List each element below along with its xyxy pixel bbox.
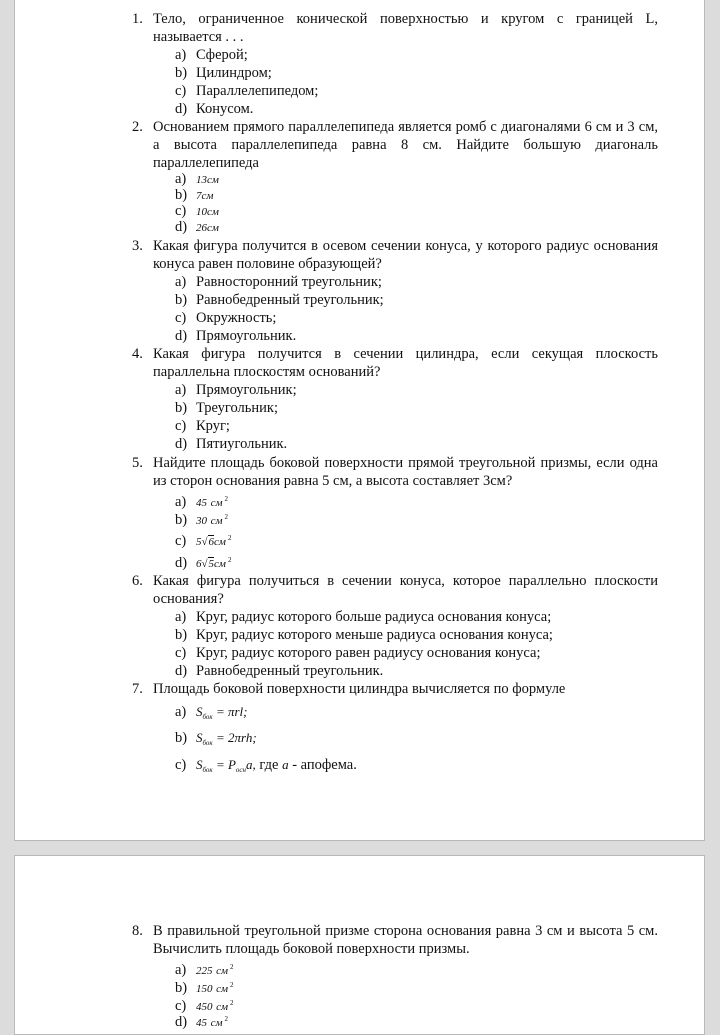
question-text: В правильной треугольной призме сторона основания равна 3 см и высота 5 см. Вычислить площадь боковой поверхности призмы.	[153, 923, 658, 957]
option-a: a) 13см	[175, 171, 219, 187]
question-text: Основанием прямого параллелепипеда является ромб с диагоналями 6 см и 3 см, а высота параллелепипеда равна 8 см. Найдите большую диагональ параллелепипеда	[153, 119, 658, 171]
question-7	[132, 680, 658, 698]
option-d: d) Пятиугольник.	[175, 436, 288, 452]
formula: $S_{бок} = P_{осн}a$,	[196, 757, 256, 774]
option-b: b) Цилиндром;	[175, 65, 272, 81]
sqrt-expression: 5√6	[196, 536, 215, 548]
sqrt-expression: 6√5	[196, 558, 215, 570]
option-b: b) Круг, радиус которого меньше радиуса основания конуса;	[175, 627, 553, 643]
question-1	[132, 10, 658, 46]
option-d: d) 26см	[175, 219, 219, 235]
option-c: c) 10см	[175, 203, 219, 219]
option-a: a) Сферой;	[175, 47, 248, 63]
option-c: c) $S_{бок} = P_{осн}a$, где a - апофема.	[175, 757, 357, 774]
question-number: 1.	[132, 11, 143, 27]
option-d: d) 6√5см $^2$	[175, 555, 232, 571]
option-b: b) 7см	[175, 187, 214, 203]
option-a: a) Равносторонний треугольник;	[175, 274, 382, 290]
question-text: Тело, ограниченное конической поверхностью и кругом с границей L, называется . . .	[153, 11, 658, 45]
option-b: b) 150 см $^2$	[175, 980, 234, 996]
option-d: d) Конусом.	[175, 101, 254, 117]
question-2	[132, 118, 658, 172]
option-a: a) $S_{бок} = \pi rl$;	[175, 704, 248, 721]
question-number: 4.	[132, 346, 143, 362]
question-text: Какая фигура получится в сечении цилиндра, если секущая плоскость параллельна плоскостям оснований?	[153, 346, 658, 380]
option-a: a) Круг, радиус которого больше радиуса основания конуса;	[175, 609, 552, 625]
option-c: c) Параллелепипедом;	[175, 83, 319, 99]
question-number: 5.	[132, 455, 143, 471]
question-number: 7.	[132, 681, 143, 697]
question-5	[132, 454, 658, 490]
formula: $S_{бок} = \pi rl$;	[196, 704, 248, 721]
option-c: c) 450 см $^2$	[175, 998, 234, 1014]
question-number: 6.	[132, 573, 143, 589]
option-a: a) 225 см $^2$	[175, 962, 234, 978]
option-d: d) 45 см $^2$	[175, 1014, 229, 1030]
question-text: Какая фигура получится в осевом сечении конуса, у которого радиус основания конуса равен половине образующей?	[153, 238, 658, 272]
question-6	[132, 572, 658, 608]
question-number: 3.	[132, 238, 143, 254]
question-3	[132, 237, 658, 273]
option-b: b) $S_{бок} = 2\pi rh$;	[175, 730, 257, 747]
option-c: c) Круг, радиус которого равен радиусу основания конуса;	[175, 645, 541, 661]
option-b: b) 30 см $^2$	[175, 512, 229, 528]
option-c: c) Окружность;	[175, 310, 277, 326]
formula: $S_{бок} = 2\pi rh$;	[196, 730, 257, 747]
option-b: b) Равнобедренный треугольник;	[175, 292, 384, 308]
option-a: a) 45 см $^2$	[175, 494, 229, 510]
question-number: 2.	[132, 119, 143, 135]
option-d: d) Прямоугольник.	[175, 328, 297, 344]
question-text: Найдите площадь боковой поверхности прямой треугольной призмы, если одна из сторон основания равна 5 см, а высота составляет 3см?	[153, 455, 658, 489]
question-8	[132, 922, 658, 958]
option-b: b) Треугольник;	[175, 400, 278, 416]
option-c: c) 5√6см $^2$	[175, 533, 232, 549]
question-text: Какая фигура получиться в сечении конуса, которое параллельно плоскости основания?	[153, 573, 658, 607]
question-4	[132, 345, 658, 381]
question-number: 8.	[132, 923, 143, 939]
option-d: d) Равнобедренный треугольник.	[175, 663, 384, 679]
question-text: Площадь боковой поверхности цилиндра вычисляется по формуле	[153, 681, 566, 697]
option-a: a) Прямоугольник;	[175, 382, 297, 398]
option-c: c) Круг;	[175, 418, 230, 434]
